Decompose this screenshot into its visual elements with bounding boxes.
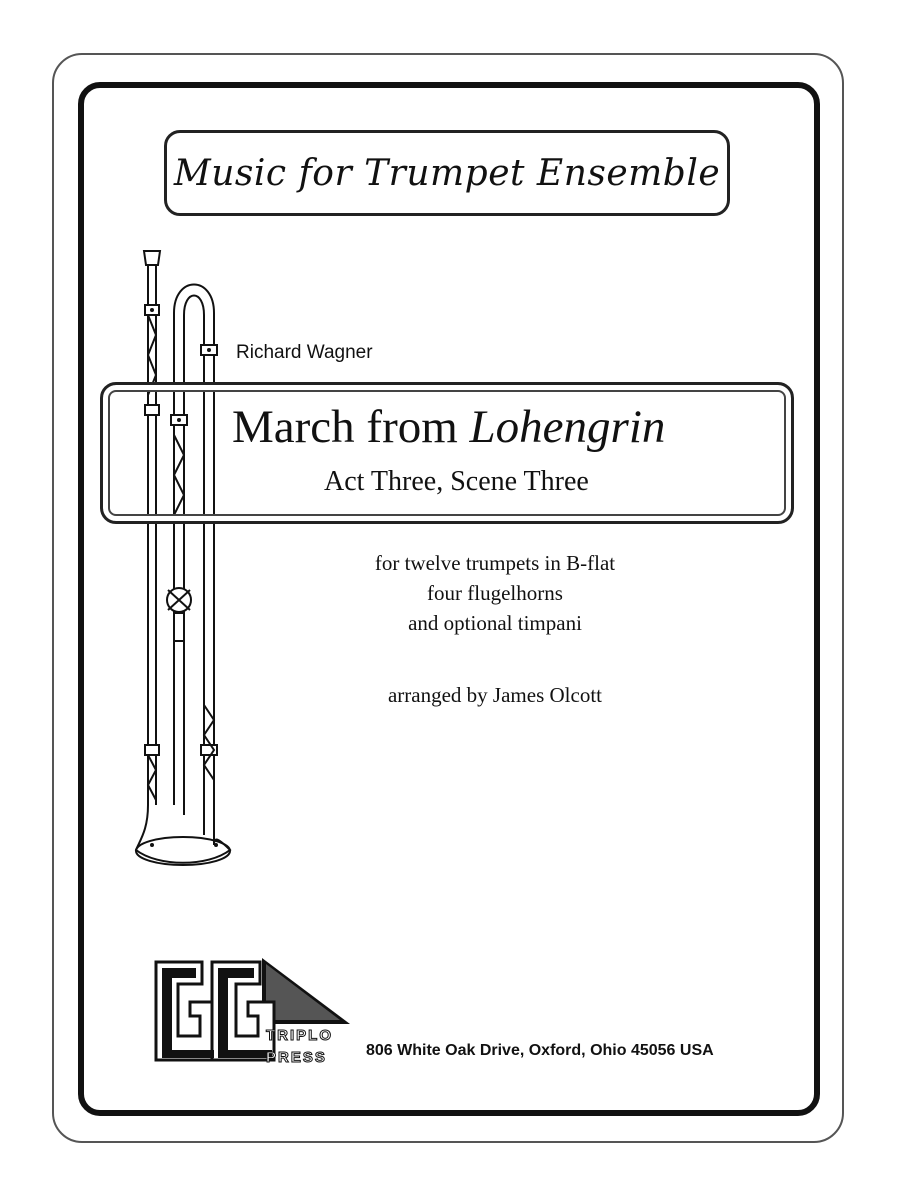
- work-title-italic: Lohengrin: [469, 401, 666, 453]
- series-title: [164, 130, 730, 216]
- composer-name: Richard Wagner: [236, 342, 373, 363]
- series-title-text: Music for Trumpet Ensemble: [173, 152, 721, 194]
- instrumentation-line-2: four flugelhorns: [427, 581, 563, 605]
- logo-text-line2: PRESS: [266, 1049, 327, 1066]
- work-subtitle: Act Three, Scene Three: [324, 466, 589, 497]
- logo-text-line1: TRIPLO: [266, 1027, 333, 1044]
- instrumentation-line-1: for twelve trumpets in B-flat: [374, 551, 616, 575]
- instrumentation-line-3: and optional timpani: [408, 611, 582, 635]
- triplo-press-logo: [150, 958, 362, 1070]
- publisher-address: 806 White Oak Drive, Oxford, Ohio 45056 USA: [366, 1042, 714, 1059]
- work-title-prefix: March from: [232, 401, 470, 453]
- arranger-credit: arranged by James Olcott: [387, 683, 602, 707]
- work-title: [232, 400, 752, 454]
- natural-trumpet-icon: [128, 245, 238, 875]
